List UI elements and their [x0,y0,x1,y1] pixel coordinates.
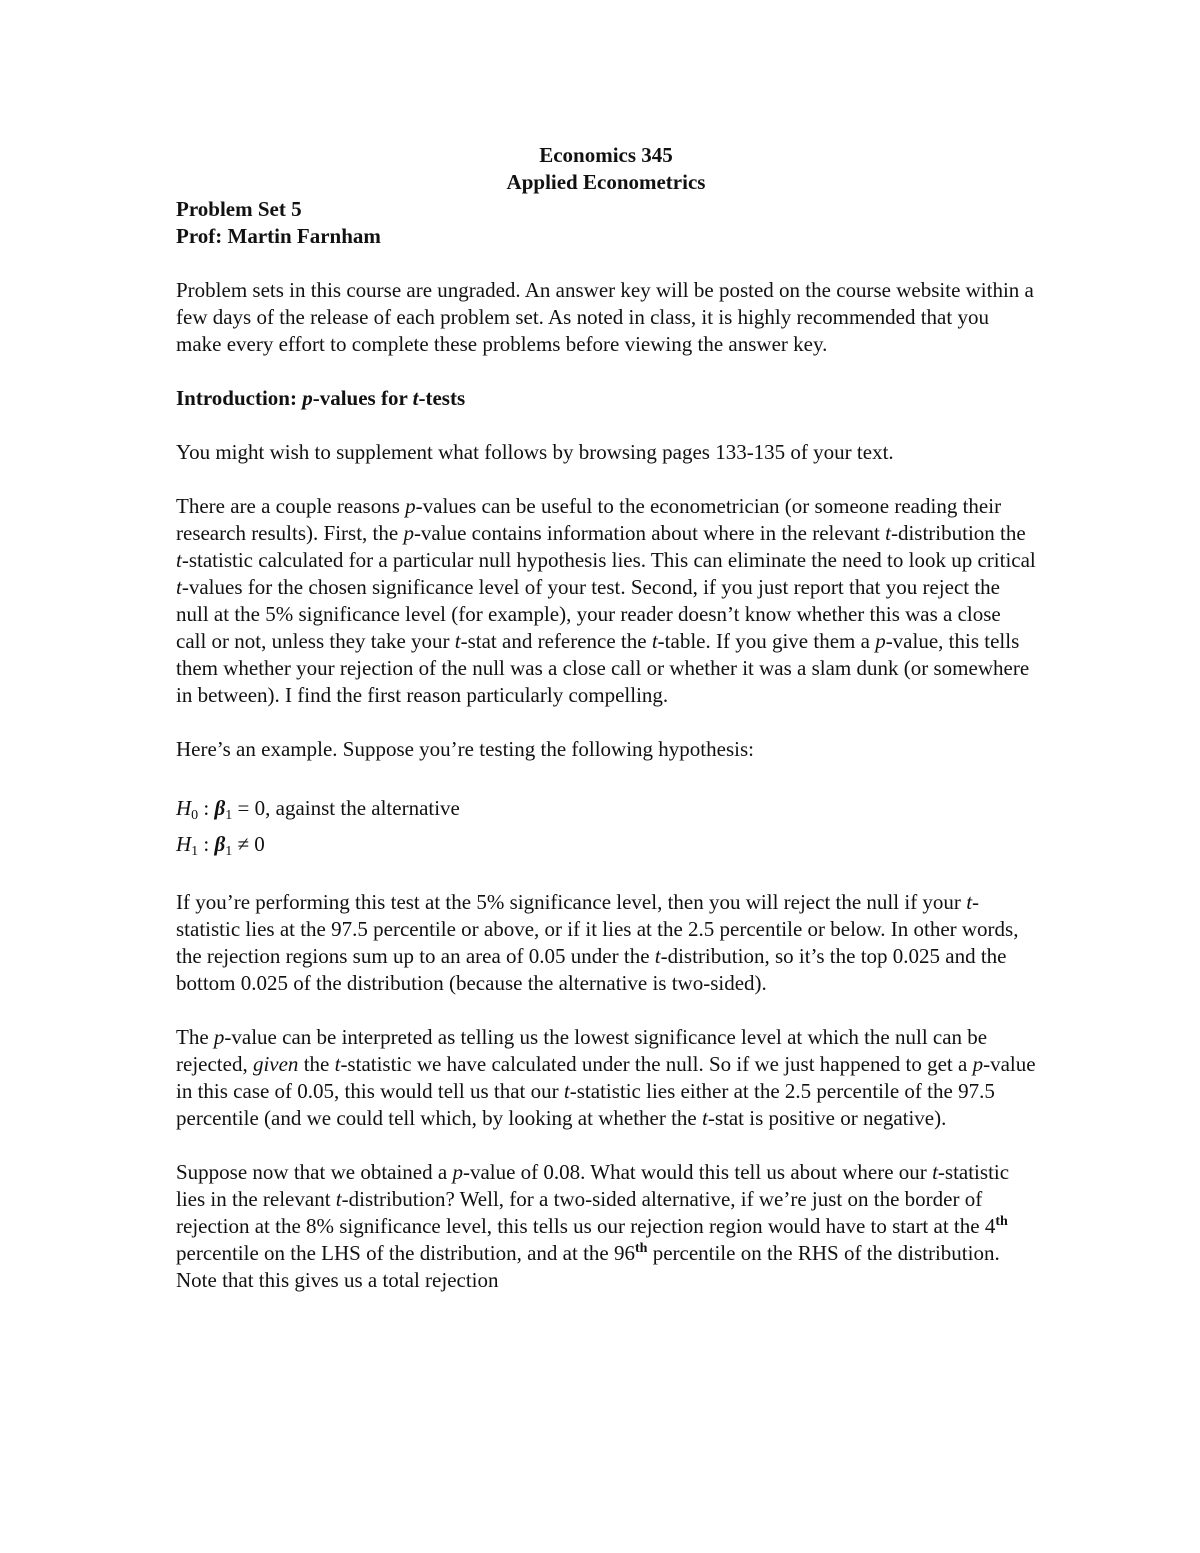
document-body [176,142,1036,1321]
t-symbol: t [176,575,182,599]
heading-p-symbol: p [302,386,313,410]
h-symbol: H [176,796,192,820]
interpretation-paragraph [176,1024,1036,1132]
text-run: -statistic lies either at the 2.5 percentile of the 97.5 percentile (and we could tell which, by looking at whether the [176,1079,995,1130]
text-run: -statistic lies in the relevant [176,1160,1010,1211]
example-intro: Here’s an example. Suppose you’re testing the following hypothesis: [176,737,754,761]
p-symbol: p [452,1160,463,1184]
t-symbol: t [563,1079,570,1103]
text-run: There are a couple reasons [176,494,406,518]
section-heading [176,385,1036,412]
beta-symbol: β [214,796,226,820]
heading-text-3: -tests [418,386,466,410]
p-symbol: p [403,521,414,545]
t-symbol: t [334,1052,341,1076]
ordinal-superscript: th [995,1214,1008,1229]
p-symbol: p [405,494,416,518]
rejection-paragraph [176,889,1036,997]
t-symbol: t [651,629,658,653]
h-subscript: 0 [191,808,199,823]
text-run: -value, this tells them whether your rejection of the null was a close call or whether it was a slam dunk (or somewhere in between). I find the first reason particularly compelling. [176,629,1030,707]
text-run: -statistic lies at the 97.5 percentile or above, or if it lies at the 2.5 percentile or below. In other words, the rejection regions sum up to an area of 0.05 under the [176,890,1019,968]
beta-subscript: 1 [225,844,233,859]
heading-text-1: Introduction: [176,386,303,410]
reasons-paragraph [176,493,1036,709]
text-run: -value of 0.08. What would this tell us about where our [462,1160,933,1184]
text-run: -stat is positive or negative). [707,1106,947,1130]
h-subscript: 1 [191,844,199,859]
professor-name: Prof: Martin Farnham [176,224,381,248]
text-run: If you’re performing this test at the 5% significance level, then you will reject the null if your [176,890,967,914]
t-symbol: t [885,521,891,545]
text-run: -statistic we have calculated under the null. So if we just happened to get a [340,1052,973,1076]
suppose-paragraph [176,1159,1036,1294]
course-number: Economics 345 [539,143,673,167]
t-symbol: t [454,629,461,653]
intro-paragraph: Problem sets in this course are ungraded. An answer key will be posted on the course website within a few days of the release of each problem set. As noted in class, it is highly recommended that you make every effort to complete these problems before viewing the answer key. [176,278,1034,356]
beta-symbol: β [214,832,226,856]
p-symbol: p [972,1052,984,1076]
equals-zero: = 0 [232,796,266,820]
heading-text-2: -values for [312,386,413,410]
header-block [176,196,1036,250]
text-run: -value contains information about where in the relevant [413,521,886,545]
text-run: percentile on the LHS of the distribution, and at the 96 [176,1241,635,1265]
heading-t-symbol: t [412,386,419,410]
t-symbol: t [176,548,182,572]
hypotheses-block [176,790,1036,862]
text-run: -distribution, so it’s the top 0.025 and the bottom 0.025 of the distribution (because the alternative is two-sided). [176,944,1007,995]
text-run: -stat and reference the [460,629,652,653]
t-symbol: t [702,1106,708,1130]
text-run: -values for the chosen significance level of your test. Second, if you just report that you reject the null at the 5% significance level (for example), your reader doesn’t know whether this was a close call or not, unless they take your [176,575,1001,653]
alternative-note: , against the alternative [265,796,460,820]
p-symbol: p [875,629,886,653]
text-run: -values can be useful to the econometrician (or someone reading their research results). First, the [176,494,1002,545]
text-run: -distribution? Well, for a two-sided alternative, if we’re just on the border of rejection at the 8% significance level, this tells us our rejection region would have to start at the 4 [176,1187,996,1238]
browse-paragraph: You might wish to supplement what follows by browsing pages 133-135 of your text. [176,440,894,464]
t-symbol: t [654,944,661,968]
text-run: the [298,1052,335,1076]
t-symbol: t [932,1160,938,1184]
text-run: -value can be interpreted as telling us the lowest significance level at which the null can be rejected, [176,1025,988,1076]
colon: : [198,796,215,820]
text-run: -table. If you give them a [657,629,876,653]
t-symbol: t [335,1187,342,1211]
alternative-hypothesis [176,826,1036,862]
text-run: The [176,1025,214,1049]
problem-set-title: Problem Set 5 [176,197,302,221]
text-run: -distribution the [890,521,1026,545]
p-symbol: p [213,1025,225,1049]
null-hypothesis [176,790,1036,826]
text-run: -value in this case of 0.05, this would tell us that our [176,1052,1036,1103]
text-run: -statistic calculated for a particular null hypothesis lies. This can eliminate the need to look up critical [181,548,1036,572]
ordinal-superscript: th [634,1241,648,1256]
colon: : [198,832,215,856]
beta-subscript: 1 [225,808,233,823]
course-title: Applied Econometrics [506,170,706,194]
text-run: percentile on the RHS of the distribution. Note that this gives us a total rejection [176,1241,1000,1292]
t-symbol: t [966,890,973,914]
h-symbol: H [176,832,192,856]
given-emphasis: given [252,1052,299,1076]
not-equal-zero: ≠ 0 [232,832,265,856]
text-run: Suppose now that we obtained a [176,1160,453,1184]
